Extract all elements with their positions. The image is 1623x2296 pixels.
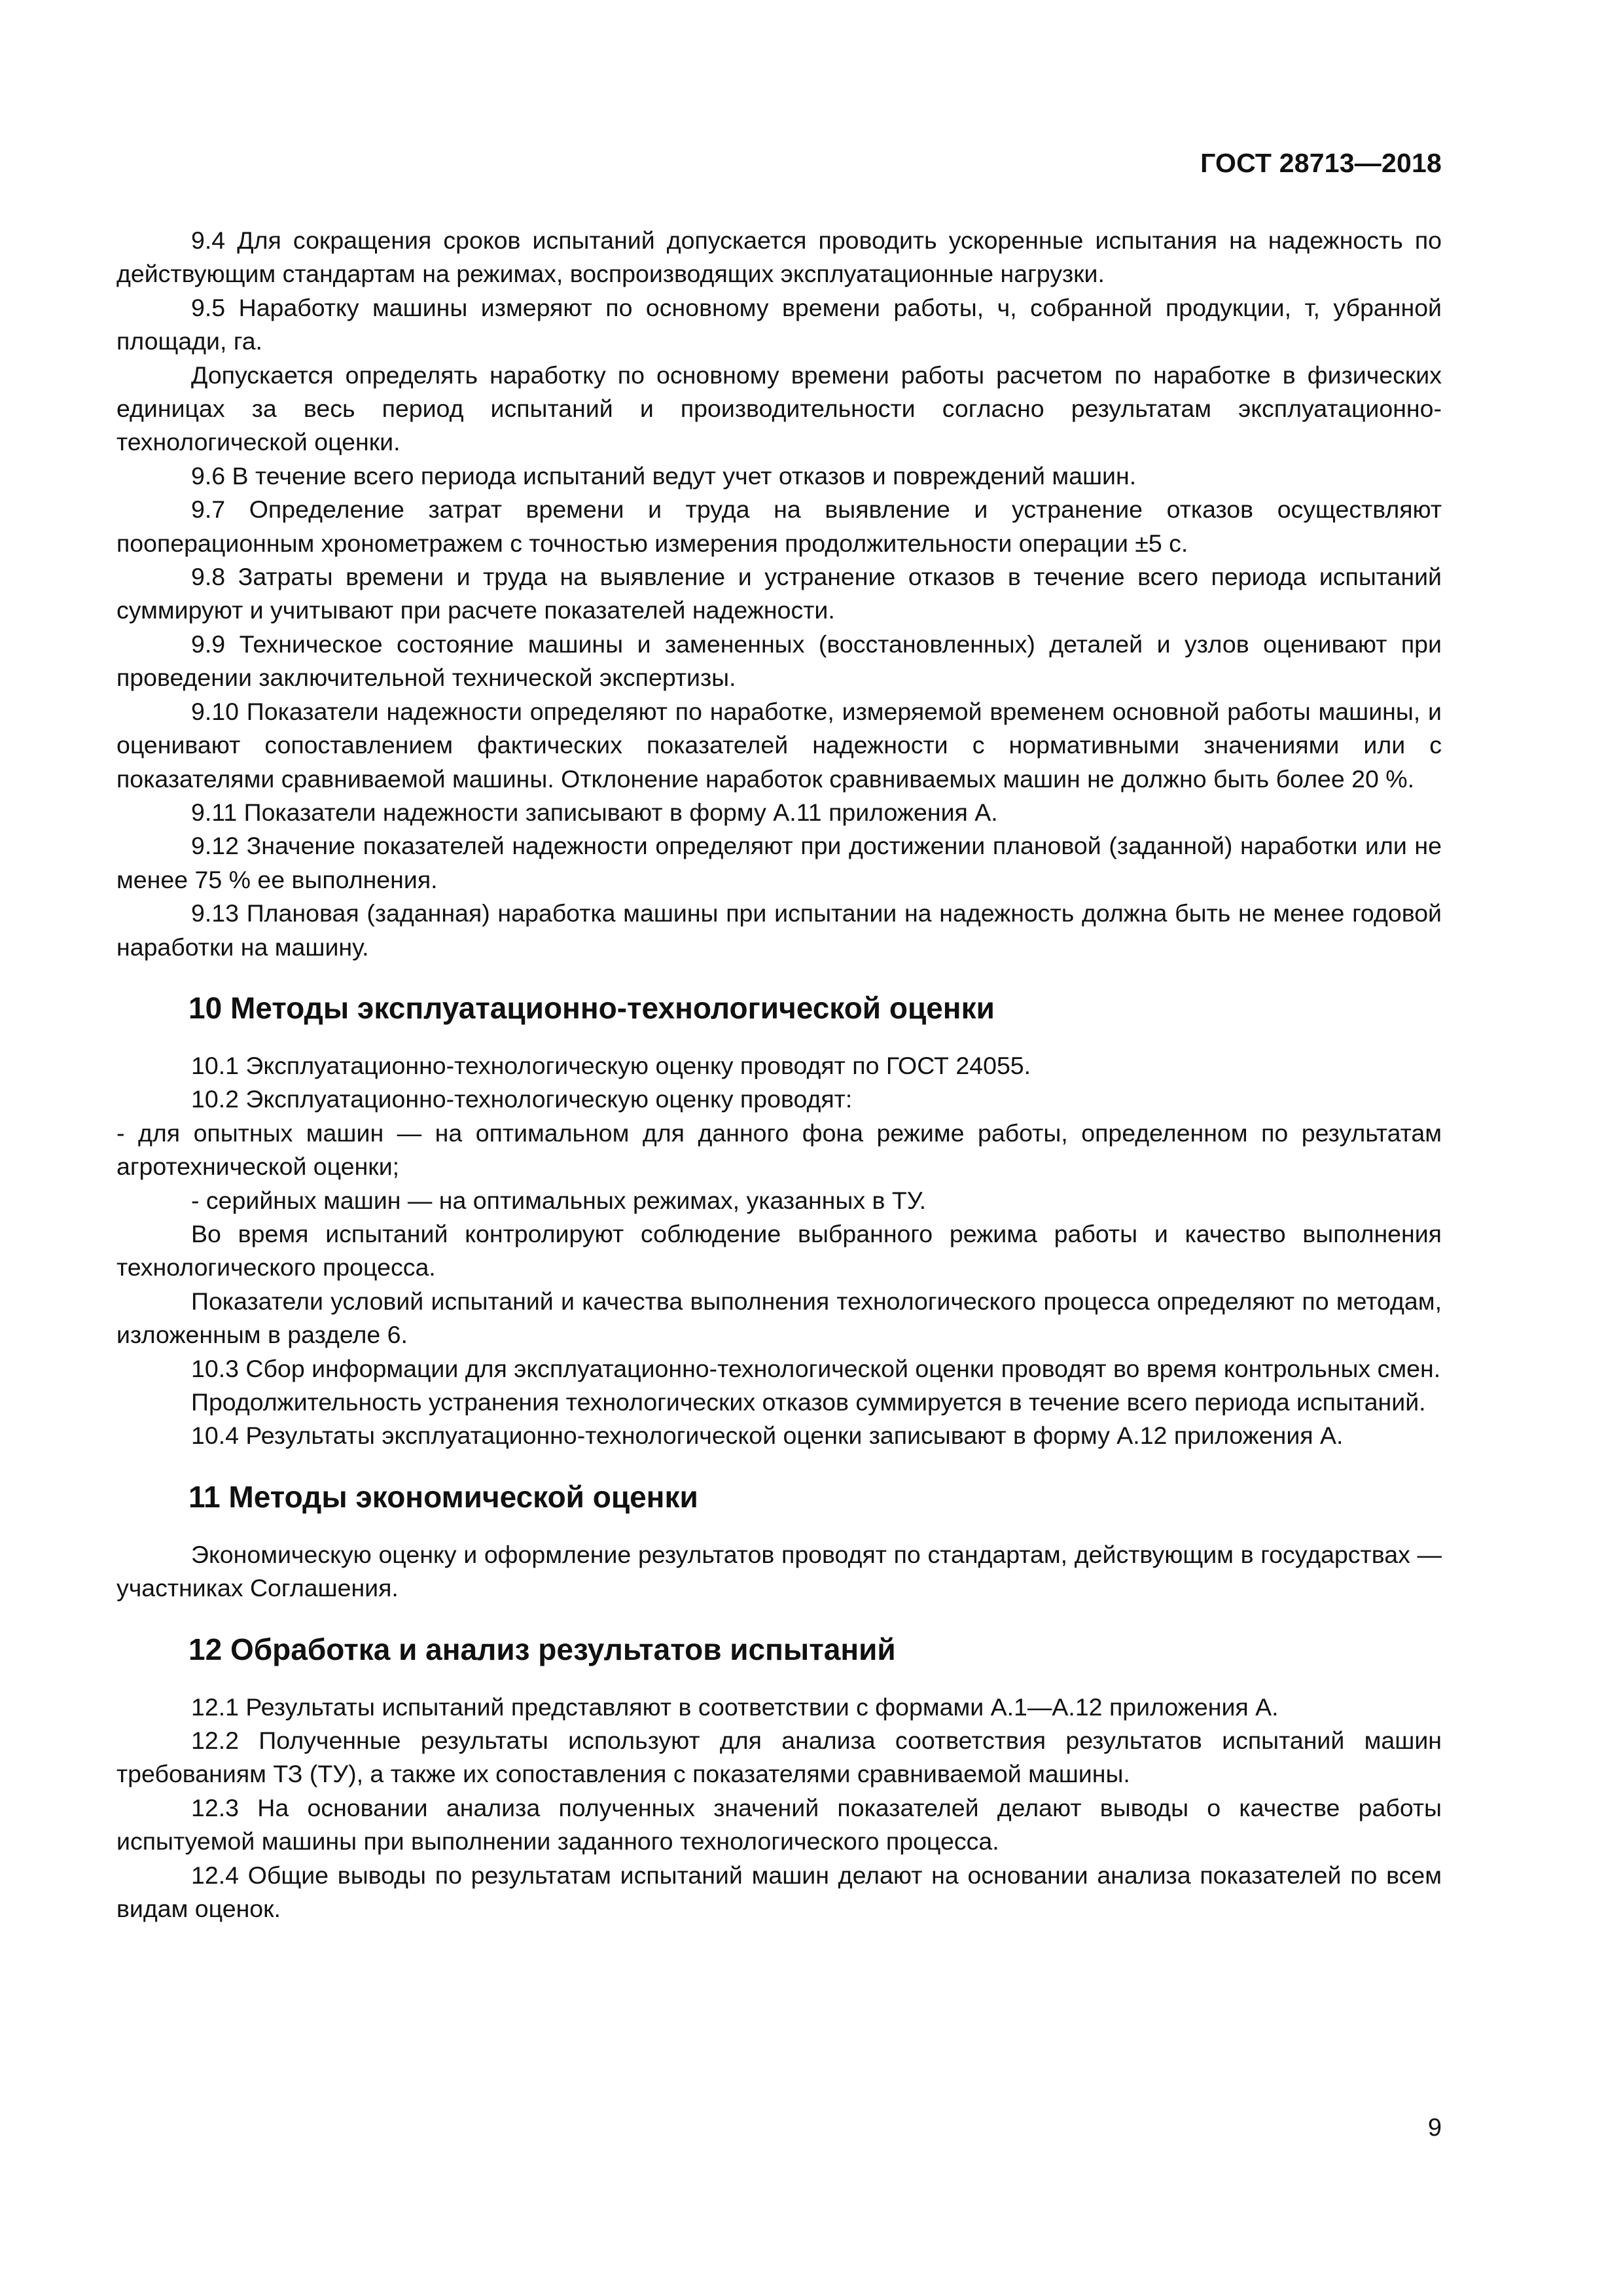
paragraph-9-5-note: Допускается определять наработку по основному времени работы расчетом по наработке в физических единицах за весь период испытаний и производительности согласно результатам эксплуатационно-технологической оценки.: [116, 361, 1442, 456]
paragraph-9-9: 9.9 Техническое состояние машины и замененных (восстановленных) деталей и узлов оценивают при проведении заключительной технической экспертизы.: [116, 630, 1442, 692]
paragraph-9-11: 9.11 Показатели надежности записывают в форму А.11 приложения А.: [191, 798, 998, 826]
paragraph-9-10: 9.10 Показатели надежности определяют по наработке, измеряемой временем основной работы машины, и оценивают сопоставлением фактических показателей надежности с нормативными значениями или с показателями сравниваемой машины. Отклонение наработок сравниваемых машин не должно быть более 20 %.: [116, 697, 1442, 793]
document-body: [116, 224, 1442, 1926]
paragraph-10-3: 10.3 Сбор информации для эксплуатационно-технологической оценки проводят во время контрольных смен.: [191, 1354, 1441, 1382]
paragraph-10-2: 10.2 Эксплуатационно-технологическую оценку проводят:: [191, 1085, 853, 1113]
paragraph-12-4: 12.4 Общие выводы по результатам испытаний машин делают на основании анализа показателей по всем видам оценок.: [116, 1861, 1442, 1923]
document-page: [116, 131, 1442, 2160]
paragraph-control: Во время испытаний контролируют соблюдение выбранного режима работы и качество выполнения технологического процесса.: [116, 1219, 1442, 1282]
paragraph-9-6: 9.6 В течение всего периода испытаний ведут учет отказов и повреждений машин.: [191, 461, 1137, 490]
page-number: 9: [1427, 2114, 1442, 2142]
paragraph-10-1: 10.1 Эксплуатационно-технологическую оценку проводят по ГОСТ 24055.: [191, 1051, 1031, 1079]
list-item-experimental-machines: - для опытных машин — на оптимальном для данного фона режиме работы, определенном по результатам агротехнической оценки;: [116, 1119, 1442, 1181]
paragraph-9-8: 9.8 Затраты времени и труда на выявление и устранение отказов в течение всего периода испытаний суммируют и учитывают при расчете показателей надежности.: [116, 563, 1442, 624]
paragraph-12-2: 12.2 Полученные результаты используют для анализа соответствия результатов испытаний машин требованиям ТЗ (ТУ), а также их сопоставления с показателями сравниваемой машины.: [116, 1727, 1442, 1788]
paragraph-9-4: 9.4 Для сокращения сроков испытаний допускается проводить ускоренные испытания на надежность по действующим стандартам на режимах, воспроизводящих эксплуатационные нагрузки.: [116, 226, 1442, 288]
paragraph-9-13: 9.13 Плановая (заданная) наработка машины при испытании на надежность должна быть не менее годовой наработки на машину.: [116, 899, 1442, 961]
section-10-heading: 10 Методы эксплуатационно-технологической оценки: [188, 990, 995, 1025]
section-11-heading: 11 Методы экономической оценки: [188, 1479, 698, 1514]
paragraph-9-7: 9.7 Определение затрат времени и труда на выявление и устранение отказов осуществляют пооперационным хронометражем с точностью измерения продолжительности операции ±5 с.: [116, 495, 1442, 557]
paragraph-indicators: Показатели условий испытаний и качества выполнения технологического процесса определяют по методам, изложенным в разделе 6.: [116, 1287, 1442, 1349]
list-item-serial-machines: - серийных машин — на оптимальных режимах, указанных в ТУ.: [191, 1186, 927, 1214]
paragraph-11: Экономическую оценку и оформление результатов проводят по стандартам, действующим в государствах — участниках Соглашения.: [116, 1540, 1442, 1602]
paragraph-12-1: 12.1 Результаты испытаний представляют в соответствии с формами А.1—А.12 приложения А.: [191, 1693, 1279, 1721]
paragraph-9-12: 9.12 Значение показателей надежности определяют при достижении плановой (заданной) наработки или не менее 75 % ее выполнения.: [116, 832, 1442, 893]
paragraph-12-3: 12.3 На основании анализа полученных значений показателей делают выводы о качестве работы испытуемой машины при выполнении заданного технологического процесса.: [116, 1793, 1442, 1856]
section-12-heading: 12 Обработка и анализ результатов испытаний: [188, 1632, 896, 1666]
paragraph-10-4: 10.4 Результаты эксплуатационно-технологической оценки записывают в форму А.12 приложения А.: [191, 1422, 1344, 1450]
paragraph-duration: Продолжительность устранения технологических отказов суммируется в течение всего периода испытаний.: [191, 1388, 1426, 1416]
paragraph-9-5: 9.5 Наработку машины измеряют по основному времени работы, ч, собранной продукции, т, убранной площади, га.: [116, 293, 1442, 355]
document-code: ГОСТ 28713—2018: [1200, 148, 1442, 178]
